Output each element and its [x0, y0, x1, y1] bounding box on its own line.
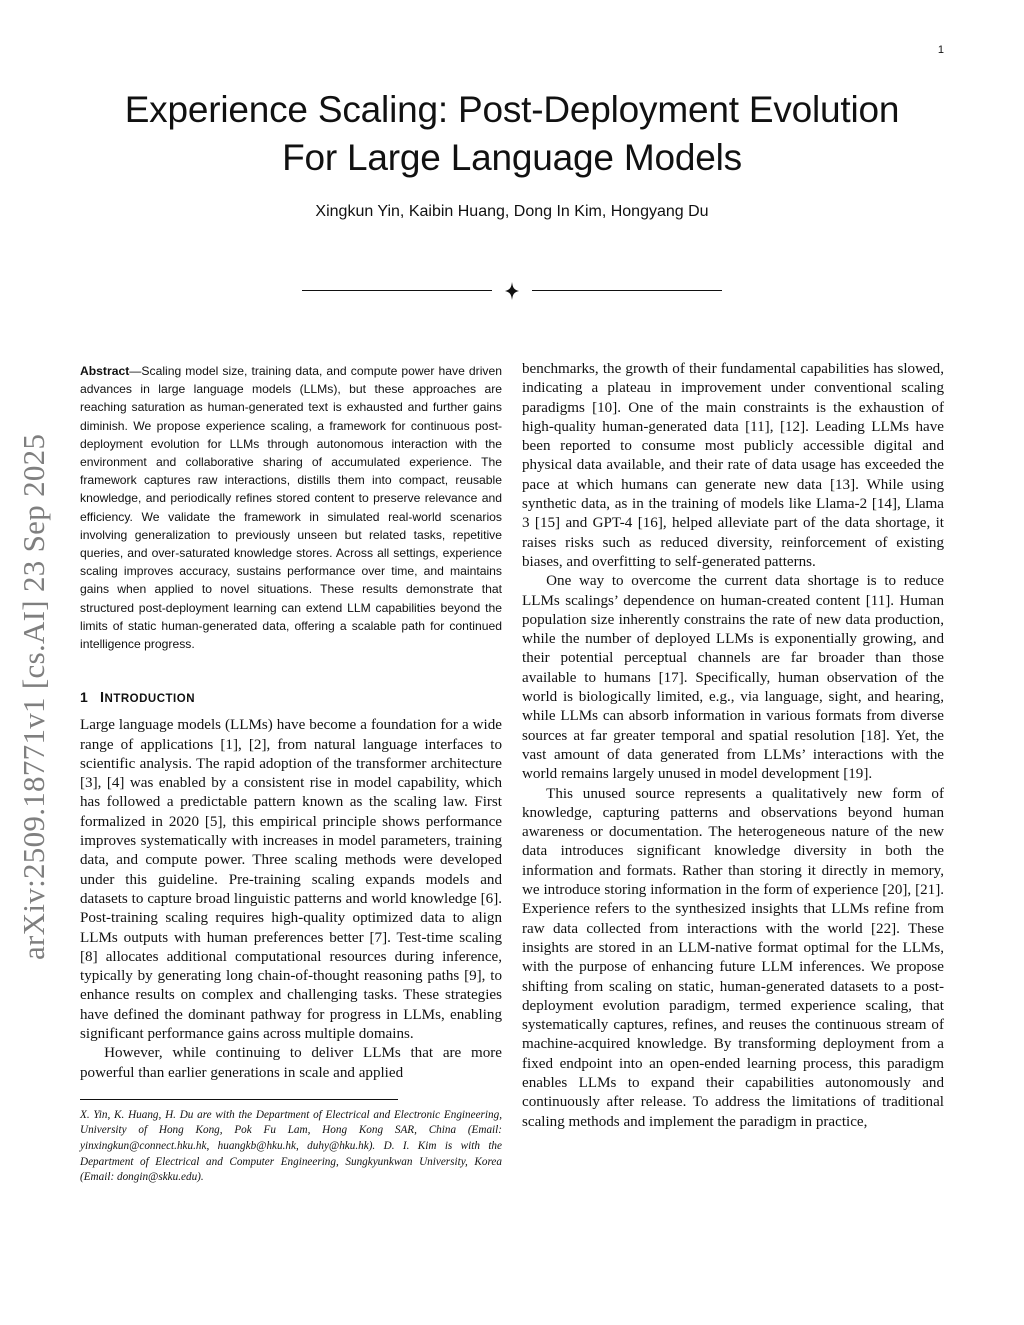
section-heading-introduction: [80, 689, 502, 706]
right-paragraph-1: benchmarks, the growth of their fundamental capabilities has slowed, indicating a plateau in improvement under conventional scaling paradigms [10]. One of the main constraints is the exhaustion of high-quality human-generated data [11], [12]. Leading LLMs have been reported to consume most publicly accessible digital and physical data available, and their rate of data usage has exceeded the pace at which humans can generate new data [13]. While using synthetic data, as in the training of models like Llama-2 [14], Llama 3 [15] and GPT-4 [16], helped alleviate part of the data shortage, it raises risks such as reduced diversity, reinforcement of existing biases, and overfitting to self-generated patterns.: [522, 361, 944, 570]
divider-rule-right: [532, 290, 722, 291]
arxiv-identifier: arXiv:2509.18771v1 [cs.AI] 23 Sep 2025: [16, 433, 51, 960]
intro-paragraph-2: However, while continuing to deliver LLMs that are more powerful than earlier generations in scale and applied: [80, 1045, 502, 1081]
abstract: [80, 362, 502, 653]
title-line-2: For Large Language Models: [282, 137, 742, 178]
title-line-1: Experience Scaling: Post-Deployment Evolution: [124, 89, 900, 130]
author-list: Xingkun Yin, Kaibin Huang, Dong In Kim, Hongyang Du: [315, 203, 709, 220]
footnote-rule: [80, 1099, 398, 1100]
abstract-text: —Scaling model size, training data, and compute power have driven advances in large language models (LLMs), but these approaches are reaching saturation as human-generated text is exhausted and further gains diminish. We propose experience scaling, a framework for continuous post-deployment evolution for LLMs through autonomous interaction with the environment and collaborative sharing of accumulated experience. The framework captures raw interactions, distills them into compact, reusable knowledge, and periodically refines stored content to preserve relevance and efficiency. We validate the framework in simulated real-world scenarios involving generalization to previously unseen but related tasks, repetitive queries, and over-saturated knowledge stores. Across all settings, experience scaling improves accuracy, sustains performance over time, and maintains gains when applied to novel situations. These results demonstrate that structured post-deployment learning can extend LLM capabilities beyond the limits of static human-generated data, offering a scalable path for continued intelligence progress.: [80, 364, 502, 652]
right-column: [522, 360, 944, 1132]
author-affiliation-footnote: X. Yin, K. Huang, H. Du are with the Department of Electrical and Electronic Engineering, University of Hong Kong, Pok Fu Lam, Hong Kong SAR, China (Email: yinxingkun@connect.hku.hk, huangkb@hku.hk, duhy@hku.hk). D. I. Kim is with the Department of Electrical and Computer Engineering, Sungkyunkwan University, Korea (Email: dongin@skku.edu).: [80, 1108, 502, 1184]
intro-paragraph-1: Large language models (LLMs) have become a foundation for a wide range of applications [1], [2], from natural language interfaces to scientific analysis. The rapid adoption of the transformer architecture [3], [4] was enabled by a consistent rise in model capability, which has followed a predictable pattern known as the scaling law. First formalized in 2020 [5], this empirical principle shows performance improves systematically with increases in model parameters, training data, and compute power. Three scaling methods were developed under this guideline. Pre-training scaling expands models and datasets to capture broad linguistic patterns and world knowledge [6]. Post-training scaling requires high-quality optimized data to align LLMs outputs with human preferences better [7]. Test-time scaling [8] allocates additional computational resources during inference, typically by generating long chain-of-thought reasoning paths [9], to enhance results on complex and challenging tasks. These strategies have defined the dominant pathway for progress in LLMs, enabling significant performance gains across multiple domains.: [80, 717, 502, 1042]
left-column: [80, 362, 502, 1186]
right-paragraph-3: This unused source represents a qualitatively new form of knowledge, capturing patterns and observations beyond human awareness or documentation. The heterogeneous nature of the new data introduces significant knowledge diversity in both the information and formats. Rather than storing it directly in memory, we introduce storing information in the form of experience [20], [21]. Experience refers to the synthesized insights that LLMs refine from raw data collected from interactions with the world [22]. These insights are stored in an LLM-native format optimal for the LLMs, with the purpose of enhancing future LLM inferences. We propose shifting from scaling on static, human-generated datasets to a post-deployment evolution paradigm, termed experience scaling, that systematically captures, refines, and reuses the continuous stream of machine-acquired knowledge. By transforming deployment from a fixed endpoint into an open-ended learning process, this paradigm enables LLMs to expand their capabilities autonomously and continuously after release. To address the limitations of traditional scaling methods and implement the paradigm in practice,: [522, 785, 944, 1130]
abstract-label: Abstract: [80, 364, 130, 378]
section-title-rest: NTRODUCTION: [104, 693, 195, 706]
divider-rule-left: [302, 290, 492, 291]
page-number: 1: [937, 44, 944, 56]
section-number: 1: [80, 689, 89, 706]
title-divider: [300, 279, 724, 303]
paper-title: [60, 86, 964, 182]
section-title-initial: I: [100, 690, 105, 707]
right-paragraph-2: One way to overcome the current data shortage is to reduce LLMs scalings’ dependence on human-created content [11]. Human population size inherently constrains the rate of new data production, while the number of deployed LLMs is exponentially growing, and their potential perceptual channels are far broader than those available to humans [17]. Specifically, human observation of the world is biologically limited, e.g., via language, sight, and hearing, while LLMs can absorb information in various formats from diverse sources at far greater temporal and spatial resolution [18]. Yet, the vast amount of data generated from LLMs’ interactions with the world remains largely unused in model development [19].: [522, 573, 944, 783]
four-point-star-icon: [502, 279, 522, 303]
